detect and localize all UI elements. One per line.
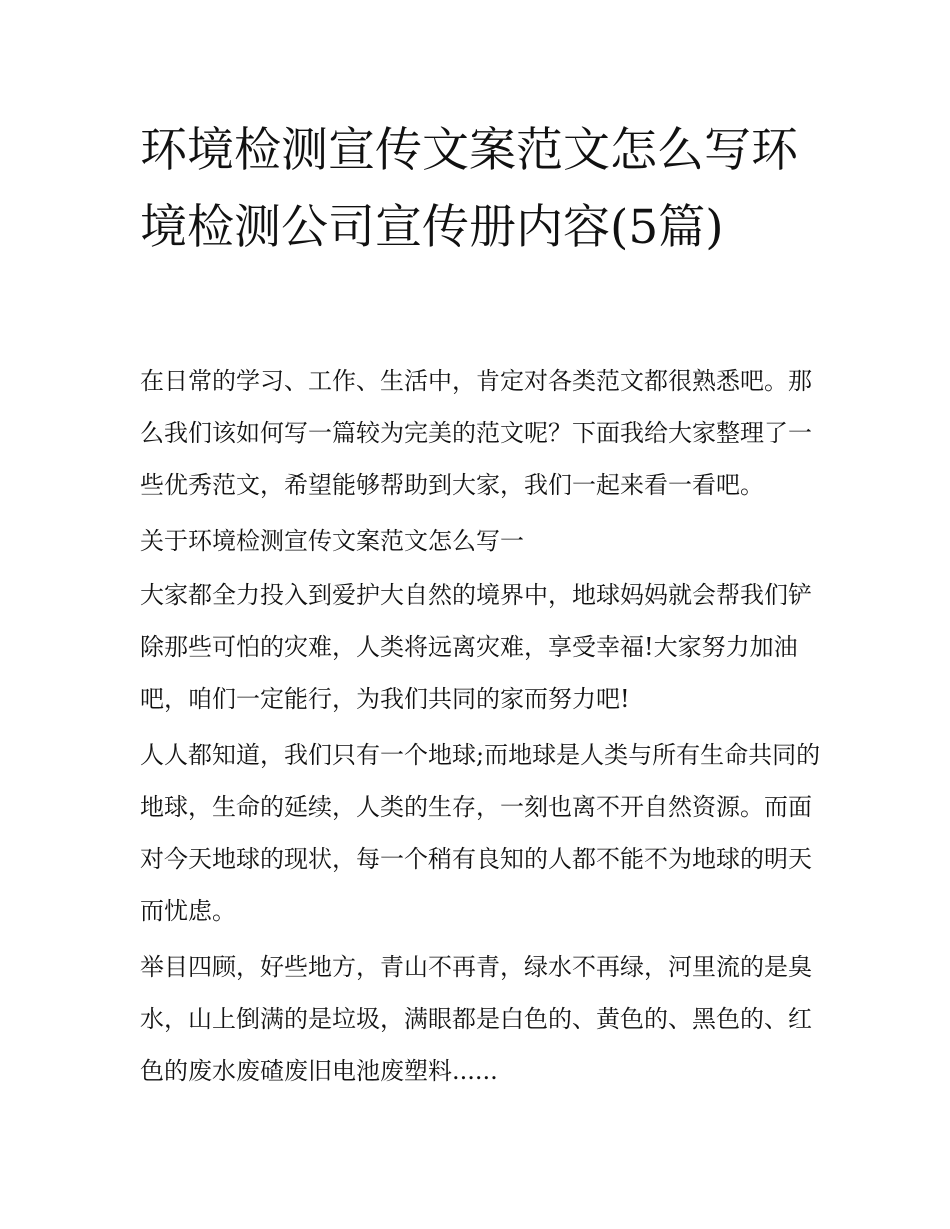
body-paragraph: 人人都知道，我们只有一个地球;而地球是人类与所有生命共同的地球，生命的延续，人类的生存，一刻也离不开自然资源。而面对今天地球的现状，每一个稍有良知的人都不能不为地球的明天而忧虑。 bbox=[140, 741, 821, 925]
body-paragraph: 举目四顾，好些地方，青山不再青，绿水不再绿，河里流的是臭水，山上倒满的是垃圾，满眼都是白色的、黄色的、黑色的、红色的废水废碴废旧电池废塑料...... bbox=[140, 953, 812, 1085]
body-paragraph: 大家都全力投入到爱护大自然的境界中，地球妈妈就会帮我们铲除那些可怕的灾难，人类将远离灾难，享受幸福!大家努力加油吧，咱们一定能行，为我们共同的家而努力吧! bbox=[140, 581, 812, 713]
section-heading: 关于环境检测宣传文案范文怎么写一 bbox=[140, 527, 524, 555]
intro-paragraph: 在日常的学习、工作、生活中，肯定对各类范文都很熟悉吧。那么我们该如何写一篇较为完美的范文呢？下面我给大家整理了一些优秀范文，希望能够帮助到大家，我们一起来看一看吧。 bbox=[140, 367, 812, 499]
document-title: 环境检测宣传文案范文怎么写环境检测公司宣传册内容(5篇) bbox=[140, 123, 798, 255]
document-body bbox=[140, 355, 830, 1101]
